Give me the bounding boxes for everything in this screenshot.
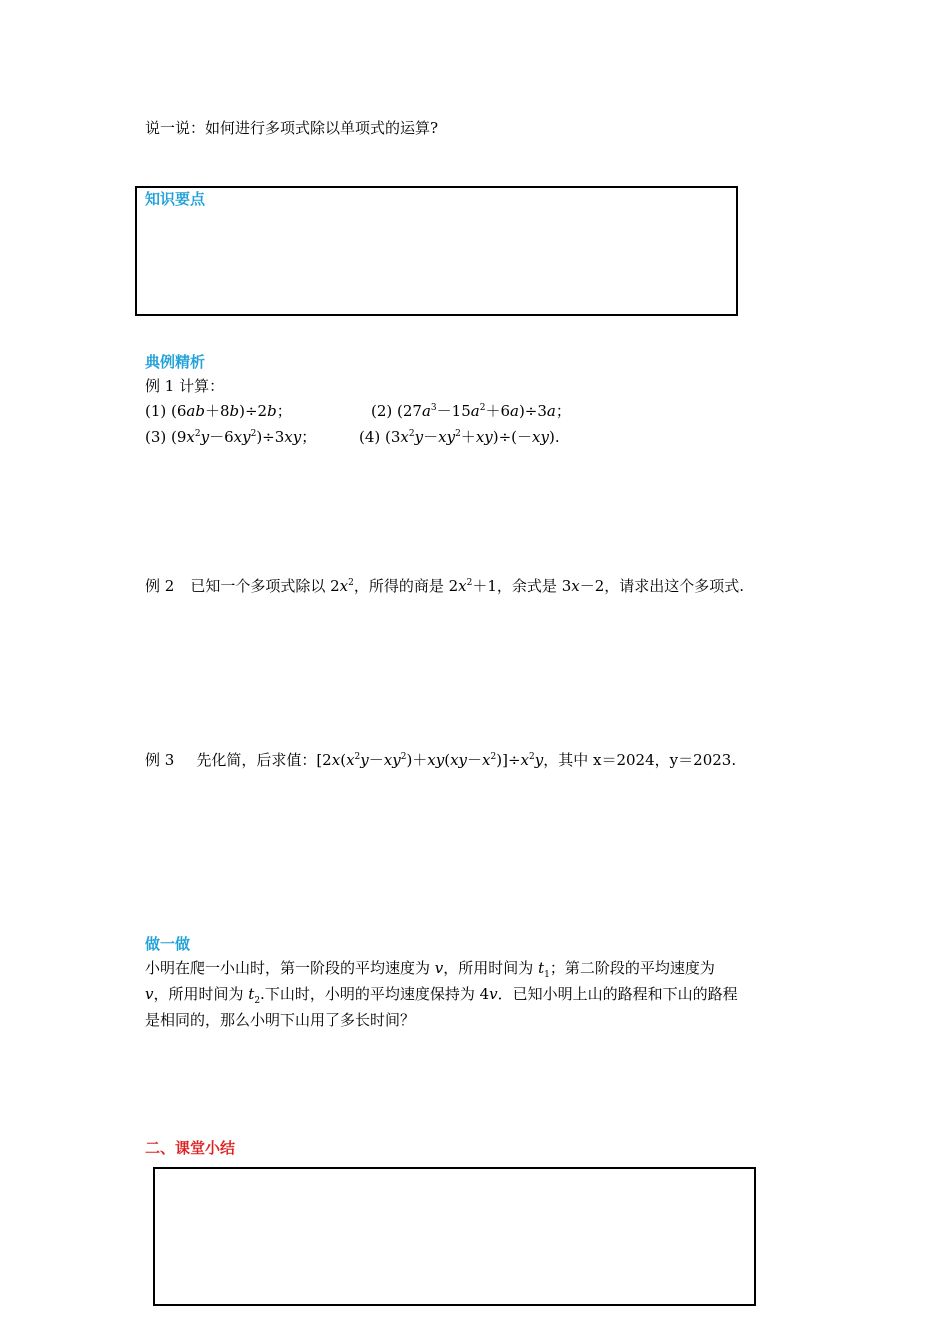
example3-label: 例 3 [145, 751, 175, 769]
example2-text: 例 2 已知一个多项式除以 $2x^2$，所得的商是 $2x^2+1$，余式是 3x－2，请求出这个多项式. [145, 577, 745, 595]
example1-problem-4: (4) $(3x^2y-xy^2+xy)\div(-xy)$. [359, 428, 560, 446]
example1-problem-1: (1) (6ab＋8b)÷2b； [145, 402, 292, 420]
examples-heading: 典例精析 [145, 353, 206, 371]
example1-problem-2: (2) $(27a^3-15a^2+6a)\div 3a$； [371, 402, 571, 420]
practice-line-2: v，所用时间为 $t_2$.下山时，小明的平均速度保持为 4v．已知小明上山的路程和下山的路程 [145, 985, 738, 1006]
practice-line-3: 是相同的，那么小明下山用了多长时间？ [145, 1011, 416, 1029]
practice-heading: 做一做 [145, 935, 191, 953]
summary-box [153, 1167, 756, 1306]
example1-problem-3: (3) $(9x^2y-6xy^2)\div 3xy$； [145, 428, 317, 446]
example3-text: 例 3 先化简，后求值：$[2x(x^2y-xy^2)+xy(xy-x^2)]\div x^2y$，其中 x＝2024，y＝2023. [145, 751, 737, 769]
intro-prompt: 说一说：如何进行多项式除以单项式的运算? [145, 119, 439, 137]
summary-heading: 二、课堂小结 [145, 1139, 236, 1157]
example2-label: 例 2 [145, 577, 175, 595]
knowledge-heading: 知识要点 [145, 190, 206, 208]
example1-label: 例 1 计算： [145, 377, 225, 395]
practice-line-1: 小明在爬一小山时，第一阶段的平均速度为 v，所用时间为 $t_1$；第二阶段的平均速度为 [145, 959, 715, 980]
knowledge-box [135, 186, 738, 316]
